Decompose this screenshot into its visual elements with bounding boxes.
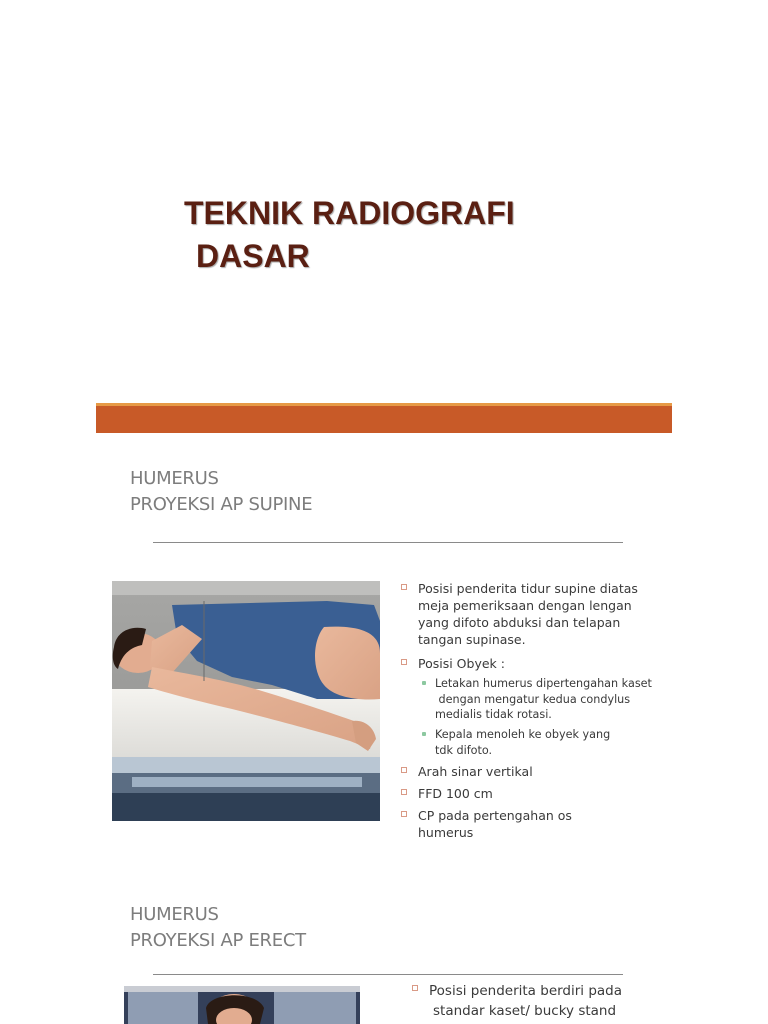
- bullet-square-icon: [401, 659, 407, 665]
- bullet-square-icon: [401, 767, 407, 773]
- bullet-line: Arah sinar vertikal: [418, 764, 533, 779]
- sub-bullet-line: medialis tidak rotasi.: [435, 708, 552, 721]
- slide2-sub-bullet-1: [435, 676, 665, 723]
- slide3-heading-line2: PROYEKSI AP ERECT: [130, 930, 306, 951]
- sub-bullet-line: dengan mengatur kedua condylus: [435, 692, 631, 706]
- bullet-square-icon: [401, 789, 407, 795]
- bullet-line: tangan supinase.: [418, 632, 526, 647]
- slide2-bullet-3: [418, 763, 648, 780]
- slide2-bullet-5: [418, 807, 648, 841]
- slide-divider-band: [96, 403, 672, 433]
- sub-bullet-icon: [422, 732, 426, 736]
- humerus-ap-supine-photo: [112, 581, 380, 821]
- slide3-heading-line1: HUMERUS: [130, 904, 219, 925]
- slide2-bullet-4: [418, 785, 648, 802]
- slide2-bullet-1: [418, 580, 648, 648]
- slide1-title-line2: DASAR: [196, 238, 310, 274]
- bullet-line: humerus: [418, 825, 474, 840]
- bullet-line: standar kaset/ bucky stand: [433, 1003, 617, 1019]
- bullet-line: Posisi penderita tidur supine diatas: [418, 581, 638, 596]
- slide2-heading-rule: [153, 542, 623, 543]
- sub-bullet-line: Letakan humerus dipertengahan kaset: [435, 677, 652, 690]
- bullet-line: FFD 100 cm: [418, 786, 493, 801]
- slide2-bullet-2: [418, 655, 648, 672]
- bullet-line: yang difoto abduksi dan telapan: [418, 615, 621, 630]
- bullet-square-icon: [412, 985, 418, 991]
- bullet-square-icon: [401, 811, 407, 817]
- bullet-square-icon: [401, 584, 407, 590]
- slide2-sub-bullet-2: [435, 727, 665, 758]
- slide2-heading-line2: PROYEKSI AP SUPINE: [130, 494, 313, 515]
- bullet-line: meja pemeriksaan dengan lengan: [418, 598, 632, 613]
- bullet-line: Posisi penderita berdiri pada: [429, 983, 623, 999]
- bullet-line: CP pada pertengahan os: [418, 808, 572, 823]
- sub-bullet-icon: [422, 681, 426, 685]
- slide1-title-line1: TEKNIK RADIOGRAFI: [184, 195, 515, 231]
- slide3-heading-rule: [153, 974, 623, 975]
- humerus-ap-erect-photo: [124, 986, 360, 1024]
- slide2-heading-line1: HUMERUS: [130, 468, 219, 489]
- slide3-bullet-1: [429, 981, 659, 1021]
- sub-bullet-line: Kepala menoleh ke obyek yang: [435, 728, 611, 741]
- bullet-line: Posisi Obyek :: [418, 656, 505, 671]
- sub-bullet-line: tdk difoto.: [435, 743, 493, 757]
